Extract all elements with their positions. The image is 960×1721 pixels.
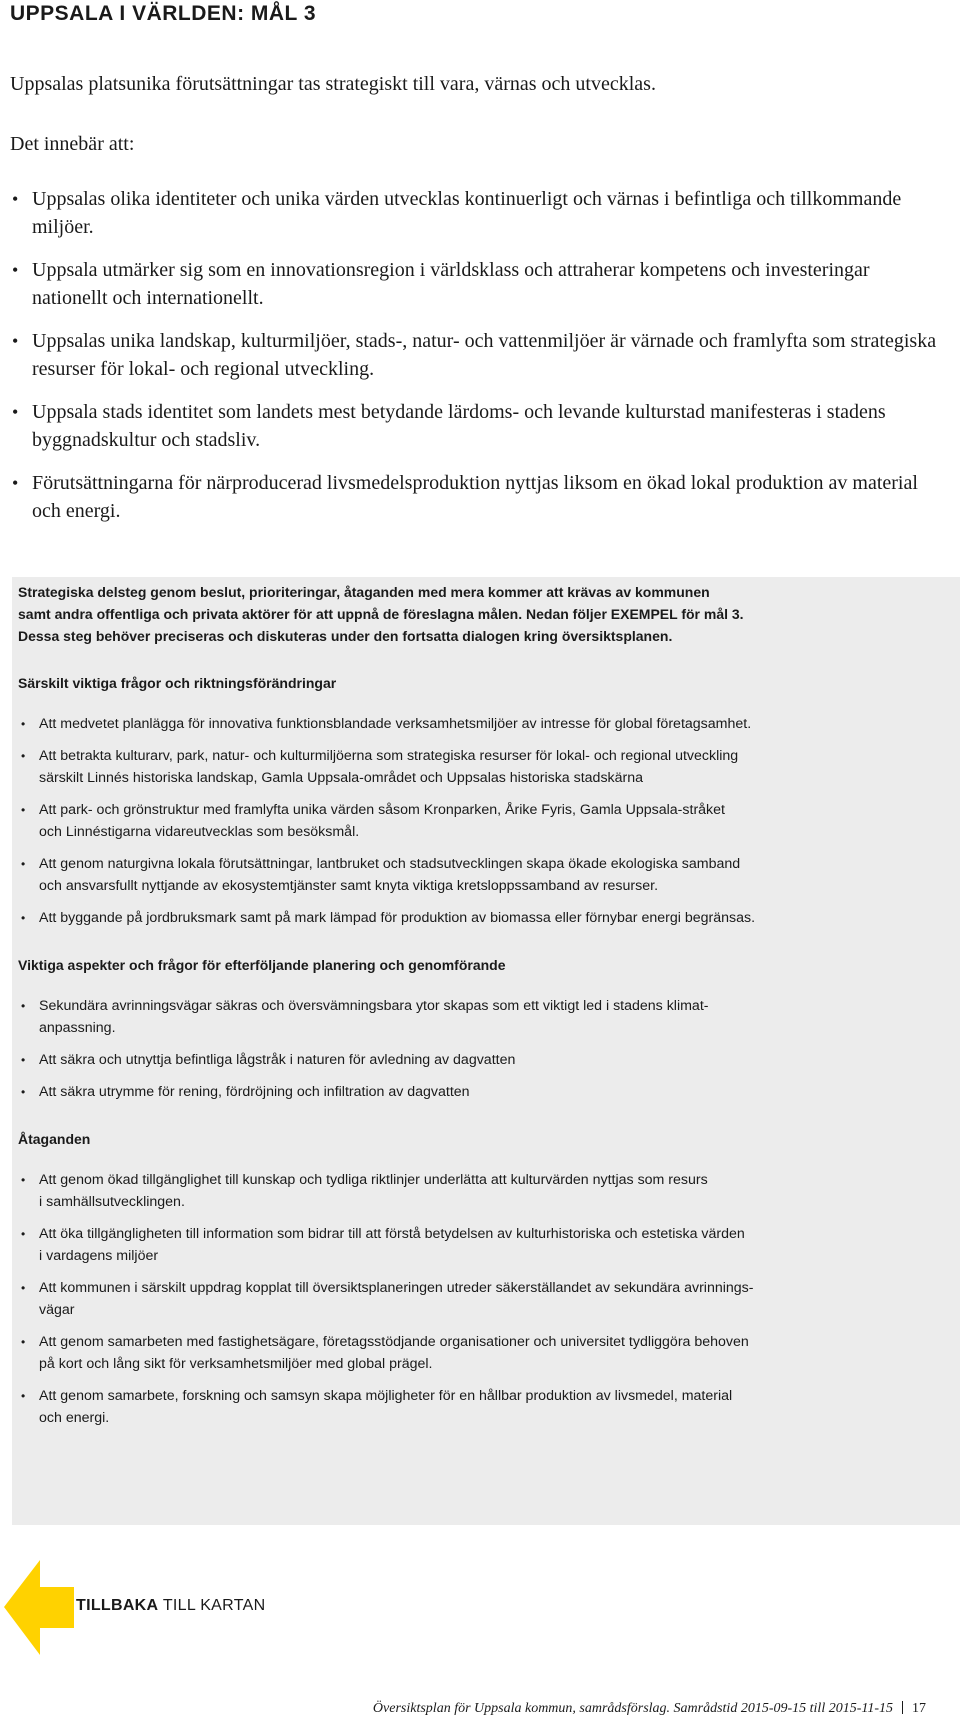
- item-line: Att medvetet planlägga för innovativa funktionsblandade verksamhetsmiljöer av intresse för global företagsamhet.: [39, 716, 752, 732]
- section-heading-aspects: Viktiga aspekter och frågor för efterföljande planering och genomförande: [18, 957, 506, 973]
- page-title: UPPSALA I VÄRLDEN: MÅL 3: [10, 2, 317, 25]
- item-line: Att park- och grönstruktur med framlyfta unika värden såsom Kronparken, Årike Fyris, Gamla Uppsala-stråket: [39, 802, 725, 818]
- page-footer: [373, 1701, 926, 1717]
- item-line: på kort och lång sikt för verksamhetsmiljöer med global prägel.: [39, 1356, 433, 1372]
- list-item: [18, 1169, 954, 1213]
- arrow-left-icon: [4, 1560, 74, 1655]
- list-item: [18, 1049, 954, 1071]
- back-to-map-link[interactable]: [4, 1560, 324, 1655]
- item-line: Att genom naturgivna lokala förutsättningar, lantbruket och stadsutvecklingen skapa ökade ekologiska samband: [39, 856, 741, 872]
- item-line: Att kommunen i särskilt uppdrag kopplat till översiktsplaneringen utreder säkerställandet av sekundära avrinnings-: [39, 1280, 754, 1296]
- item-line: Att byggande på jordbruksmark samt på mark lämpad för produktion av biomassa eller förnybar energi begränsas.: [39, 910, 756, 926]
- list-item: [18, 995, 954, 1039]
- list-item: [18, 853, 954, 897]
- item-line: vägar: [39, 1302, 75, 1318]
- intro-label: Det innebär att:: [10, 133, 135, 155]
- footer-text: Översiktsplan för Uppsala kommun, samrådsförslag. Samrådstid 2015-09-15 till 2015-11-15: [372, 1701, 893, 1716]
- goal-bullet-item: • Uppsalas olika identiteter och unika värden utvecklas kontinuerligt och värnas i befintliga och tillkommande miljöer.: [10, 185, 945, 241]
- item-line: Att säkra och utnyttja befintliga lågstråk i naturen för avledning av dagvatten: [39, 1052, 516, 1068]
- commitments-list: [18, 1169, 954, 1429]
- item-line: Att genom ökad tillgänglighet till kunskap och tydliga riktlinjer underlätta att kulturvärden nyttjas som resurs: [39, 1172, 708, 1188]
- list-item: [18, 1223, 954, 1267]
- box-intro: [18, 581, 954, 647]
- item-line: i vardagens miljöer: [39, 1248, 159, 1264]
- item-line: och energi.: [39, 1410, 110, 1426]
- item-line: särskilt Linnés historiska landskap, Gamla Uppsala-området och Uppsalas historiska stadskärna: [39, 770, 644, 786]
- list-item: [18, 745, 954, 789]
- item-line: Att betrakta kulturarv, park, natur- och kulturmiljöerna som strategiska resurser för lokal- och regional utveckling: [39, 748, 739, 764]
- goal-statement: Uppsalas platsunika förutsättningar tas strategiskt till vara, värnas och utvecklas.: [10, 73, 656, 95]
- page-number: 17: [912, 1701, 926, 1716]
- item-line: Att genom samarbete, forskning och samsyn skapa möjligheter för en hållbar produktion av livsmedel, material: [39, 1388, 733, 1404]
- item-line: och ansvarsfullt nyttjande av ekosystemtjänster samt knyta viktiga kretsloppssamband av resurser.: [39, 878, 659, 894]
- item-line: Sekundära avrinningsvägar säkras och översvämningsbara ytor skapas som ett viktigt led i stadens klimat-: [39, 998, 709, 1014]
- section-heading-priorities: Särskilt viktiga frågor och riktningsförändringar: [18, 675, 337, 691]
- list-item: [18, 1385, 954, 1429]
- list-item: [18, 1277, 954, 1321]
- goal-bullet-item: • Förutsättningarna för närproducerad livsmedelsproduktion nyttjas liksom en ökad lokal produktion av material och energi.: [10, 469, 945, 525]
- strategy-box: [12, 577, 960, 1525]
- back-label-bold: TILLBAKA: [76, 1597, 159, 1614]
- list-item: [18, 907, 954, 929]
- aspects-list: [18, 995, 954, 1103]
- item-line: anpassning.: [39, 1020, 116, 1036]
- list-item: [18, 799, 954, 843]
- list-item: [18, 1081, 954, 1103]
- list-item: [18, 713, 954, 735]
- item-line: i samhällsutvecklingen.: [39, 1194, 185, 1210]
- box-intro-line: samt andra offentliga och privata aktörer för att uppnå de föreslagna målen. Nedan följer EXEMPEL för mål 3.: [18, 606, 744, 622]
- section-heading-commitments: Åtaganden: [18, 1131, 91, 1147]
- goal-bullet-item: • Uppsala utmärker sig som en innovationsregion i världsklass och attraherar kompetens och investeringar nationellt och internationellt.: [10, 256, 945, 312]
- list-item: [18, 1331, 954, 1375]
- item-line: Att öka tillgängligheten till information som bidrar till att förstå betydelsen av kulturhistoriska och estetiska värden: [39, 1226, 745, 1242]
- goal-bullet-item: • Uppsalas unika landskap, kulturmiljöer, stads-, natur- och vattenmiljöer är värnade och framlyfta som strategiska resurser för lokal- och regional utveckling.: [10, 327, 945, 383]
- goal-bullet-list: [10, 185, 945, 540]
- back-label-rest: TILL KARTAN: [158, 1597, 266, 1614]
- box-intro-line: Strategiska delsteg genom beslut, prioriteringar, åtaganden med mera kommer att krävas av kommunen: [18, 584, 710, 600]
- item-line: Att genom samarbeten med fastighetsägare, företagsstödjande organisationer och universitet tydliggöra behoven: [39, 1334, 749, 1350]
- item-line: Att säkra utrymme för rening, fördröjning och infiltration av dagvatten: [39, 1084, 470, 1100]
- box-intro-line: Dessa steg behöver preciseras och diskuteras under den fortsatta dialogen kring översiktsplanen.: [18, 628, 673, 644]
- footer-divider: [902, 1701, 903, 1714]
- goal-bullet-item: • Uppsala stads identitet som landets mest betydande lärdoms- och levande kulturstad manifesteras i stadens byggnadskultur och stadsliv.: [10, 398, 945, 454]
- item-line: och Linnéstigarna vidareutvecklas som besöksmål.: [39, 824, 360, 840]
- back-to-map-label: [76, 1597, 265, 1615]
- priorities-list: [18, 713, 954, 929]
